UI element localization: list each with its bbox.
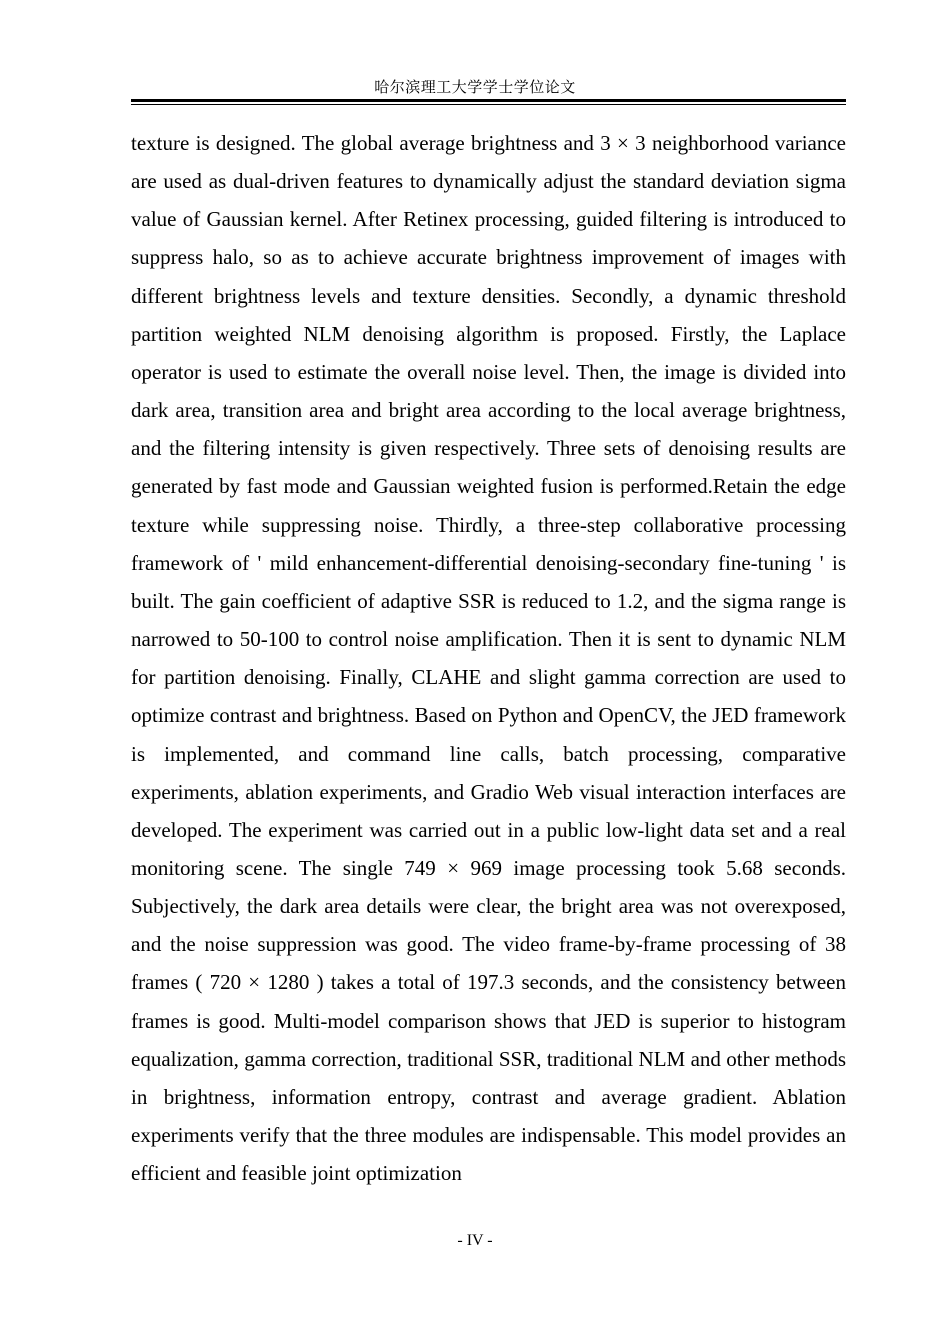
abstract-paragraph: texture is designed. The global average brightness and 3 × 3 neighborhood variance are used as dual-driven features to dynamically adjust the standard deviation sigma value of Gaussian kernel. After Retinex processing, guided filtering is introduced to suppress halo, so as to achieve accurate brightness improvement of images with different brightness levels and texture densities. Secondly, a dynamic threshold partition weighted NLM denoising algorithm is proposed. Firstly, the Laplace operator is used to estimate the overall noise level. Then, the image is divided into dark area, transition area and bright area according to the local average brightness, and the filtering intensity is given respectively. Three sets of denoising results are generated by fast mode and Gaussian weighted fusion is performed.Retain the edge texture while suppressing noise. Thirdly, a three-step collaborative processing framework of ' mild enhancement-differential denoising-secondary fine-tuning ' is built. The gain coefficient of adaptive SSR is reduced to 1.2, and the sigma range is narrowed to 50-100 to control noise amplification. Then it is sent to dynamic NLM for partition denoising. Finally, CLAHE and slight gamma correction are used to optimize contrast and brightness. Based on Python and OpenCV, the JED framework is implemented, and command line calls, batch processing, comparative experiments, ablation experiments, and Gradio Web visual interaction interfaces are developed. The experiment was carried out in a public low-light data set and a real monitoring scene. The single 749 × 969 image processing took 5.68 seconds. Subjectively, the dark area details were clear, the bright area was not overexposed, and the noise suppression was good. The video frame-by-frame processing of 38 frames ( 720 × 1280 ) takes a total of 197.3 seconds, and the consistency between frames is good. Multi-model comparison shows that JED is superior to histogram equalization, gamma correction, traditional SSR, traditional NLM and other methods in brightness, information entropy, contrast and average gradient. Ablation experiments verify that the three modules are indispensable. This model provides an efficient and feasible joint optimization xyxy=(131,131,846,1186)
header-rule-thick xyxy=(131,99,846,102)
running-header-title: 哈尔滨理工大学学士学位论文 xyxy=(374,80,576,96)
page-number: - IV - xyxy=(457,1232,493,1249)
header-rule-thin xyxy=(131,104,846,105)
